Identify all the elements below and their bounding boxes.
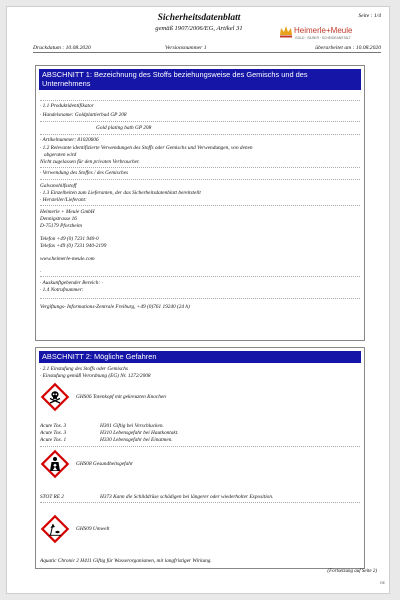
skull-crossbones-icon: [40, 382, 70, 412]
section-1-line: · 1.4 Notrufnummer:: [40, 287, 84, 293]
hazard-statement: H373 Kann die Schilddrüse schädigen bei längerer oder wiederholter Exposition.: [100, 494, 274, 500]
company-fax: Telefax +49 (0) 7231 940-2199: [40, 243, 107, 249]
sds-page: [6, 6, 390, 594]
trade-name-en: Gold plating bath GP 208: [96, 125, 152, 131]
hazard-class: Acute Tox. 3: [40, 423, 67, 429]
section-1-line: · 1.1 Produktidentifikator: [40, 103, 94, 109]
company-street: Dennigstrasse 16: [40, 216, 77, 222]
divider: [40, 121, 360, 122]
divider: [40, 179, 360, 180]
ghs09-label: GHS09 Umwelt: [76, 526, 110, 532]
hazard-class: Acute Tox. 1: [40, 437, 67, 443]
environment-icon: [40, 514, 70, 544]
health-hazard-icon: [40, 449, 70, 479]
divider: [40, 276, 360, 277]
section-2-line: · Einstufung gemäß Verordnung (EG) Nr. 1272/2008: [40, 373, 151, 379]
section-1-line: Nicht zugelassen für den privaten Verbraucher.: [40, 159, 140, 165]
ghs06-label: GHS06 Totenkopf mit gekreuzten Knochen: [76, 394, 166, 400]
divider: [40, 167, 360, 168]
divider: [40, 100, 360, 101]
revision-date: überarbeitet am : 10.08.2020: [315, 45, 381, 51]
company-website[interactable]: www.heimerle-meule.com: [40, 256, 95, 262]
divider: [40, 446, 360, 447]
section-2-banner: ABSCHNITT 2: Mögliche Gefahren: [39, 351, 361, 363]
section-1-banner: ABSCHNITT 1: Bezeichnung des Stoffs beziehungsweise des Gemischs und des Unternehmens: [39, 69, 361, 90]
emergency-number: Vergiftungs- Informations-Zentrale Freiburg, +49 (0)761 19240 (24 h): [40, 304, 190, 310]
section-2-line: · 2.1 Einstufung des Stoffs oder Gemischs: [40, 366, 128, 372]
hazard-statement: H330 Lebensgefahr bei Einatmen.: [100, 437, 173, 443]
hazard-statement: H310 Lebensgefahr bei Hautkontakt.: [100, 430, 179, 436]
page-number: Seite : 1/4: [358, 13, 381, 19]
article-number: · Artikelnummer: 81020606: [40, 137, 99, 143]
header-divider: [33, 52, 381, 53]
divider: [40, 502, 360, 503]
print-date: Druckdatum : 10.08.2020: [33, 45, 91, 51]
section-1: [35, 65, 365, 341]
page-id: DE: [380, 581, 385, 585]
ghs08-label: GHS08 Gesundheitsgefahr: [76, 461, 133, 467]
section-1-line: ·: [40, 269, 42, 275]
trade-name: · Handelsname: Goldplattierbad GP 208: [40, 112, 127, 118]
section-1-line: Galvanohilfsstoff: [40, 183, 77, 189]
hazard-class: Acute Tox. 3: [40, 430, 67, 436]
version-number: Versionsnummer 1: [165, 45, 207, 51]
section-1-line: · Auskunftgebender Bereich: ·: [40, 280, 103, 286]
section-1-line: · Hersteller/Lieferant:: [40, 197, 87, 203]
hazard-class: STOT RE 2: [40, 494, 64, 500]
section-1-line: · 1.2 Relevante identifizierte Verwendungen des Stoffs oder Gemischs und Verwendungen, von denen: [40, 145, 253, 151]
section-1-line: · Verwendung des Stoffes / des Gemisches: [40, 170, 129, 176]
brand-tagline: GOLD · SILBER · SCHEIDEANSTALT: [295, 36, 351, 40]
document-title: Sicherheitsdatenblatt: [157, 13, 241, 23]
document-subtitle: gemäß 1907/2006/EG, Artikel 31: [155, 25, 243, 32]
company-phone: Telefon +49 (0) 7231 940-0: [40, 236, 99, 242]
hazard-statement: H301 Giftig bei Verschlucken.: [100, 423, 164, 429]
crown-icon: [279, 25, 293, 38]
brand-name: Heimerle+Meule: [294, 26, 353, 35]
company-name: Heimerle + Meule GmbH: [40, 209, 95, 215]
company-logo: [277, 25, 353, 40]
divider: [40, 205, 360, 206]
hazard-aquatic: Aquatic Chronic 2 H411 Giftig für Wasserorganismen, mit langfristiger Wirkung.: [40, 558, 212, 564]
divider: [40, 298, 360, 299]
company-city: D-75179 Pforzheim: [40, 223, 82, 229]
section-1-line: abgeraten wird: [44, 152, 77, 158]
continued-note: (Fortsetzung auf Seite 2): [327, 569, 377, 574]
divider: [40, 134, 360, 135]
section-2: [35, 347, 365, 569]
section-1-line: · 1.3 Einzelheiten zum Lieferanten, der das Sicherheitsdatenblatt bereitstellt: [40, 190, 201, 196]
